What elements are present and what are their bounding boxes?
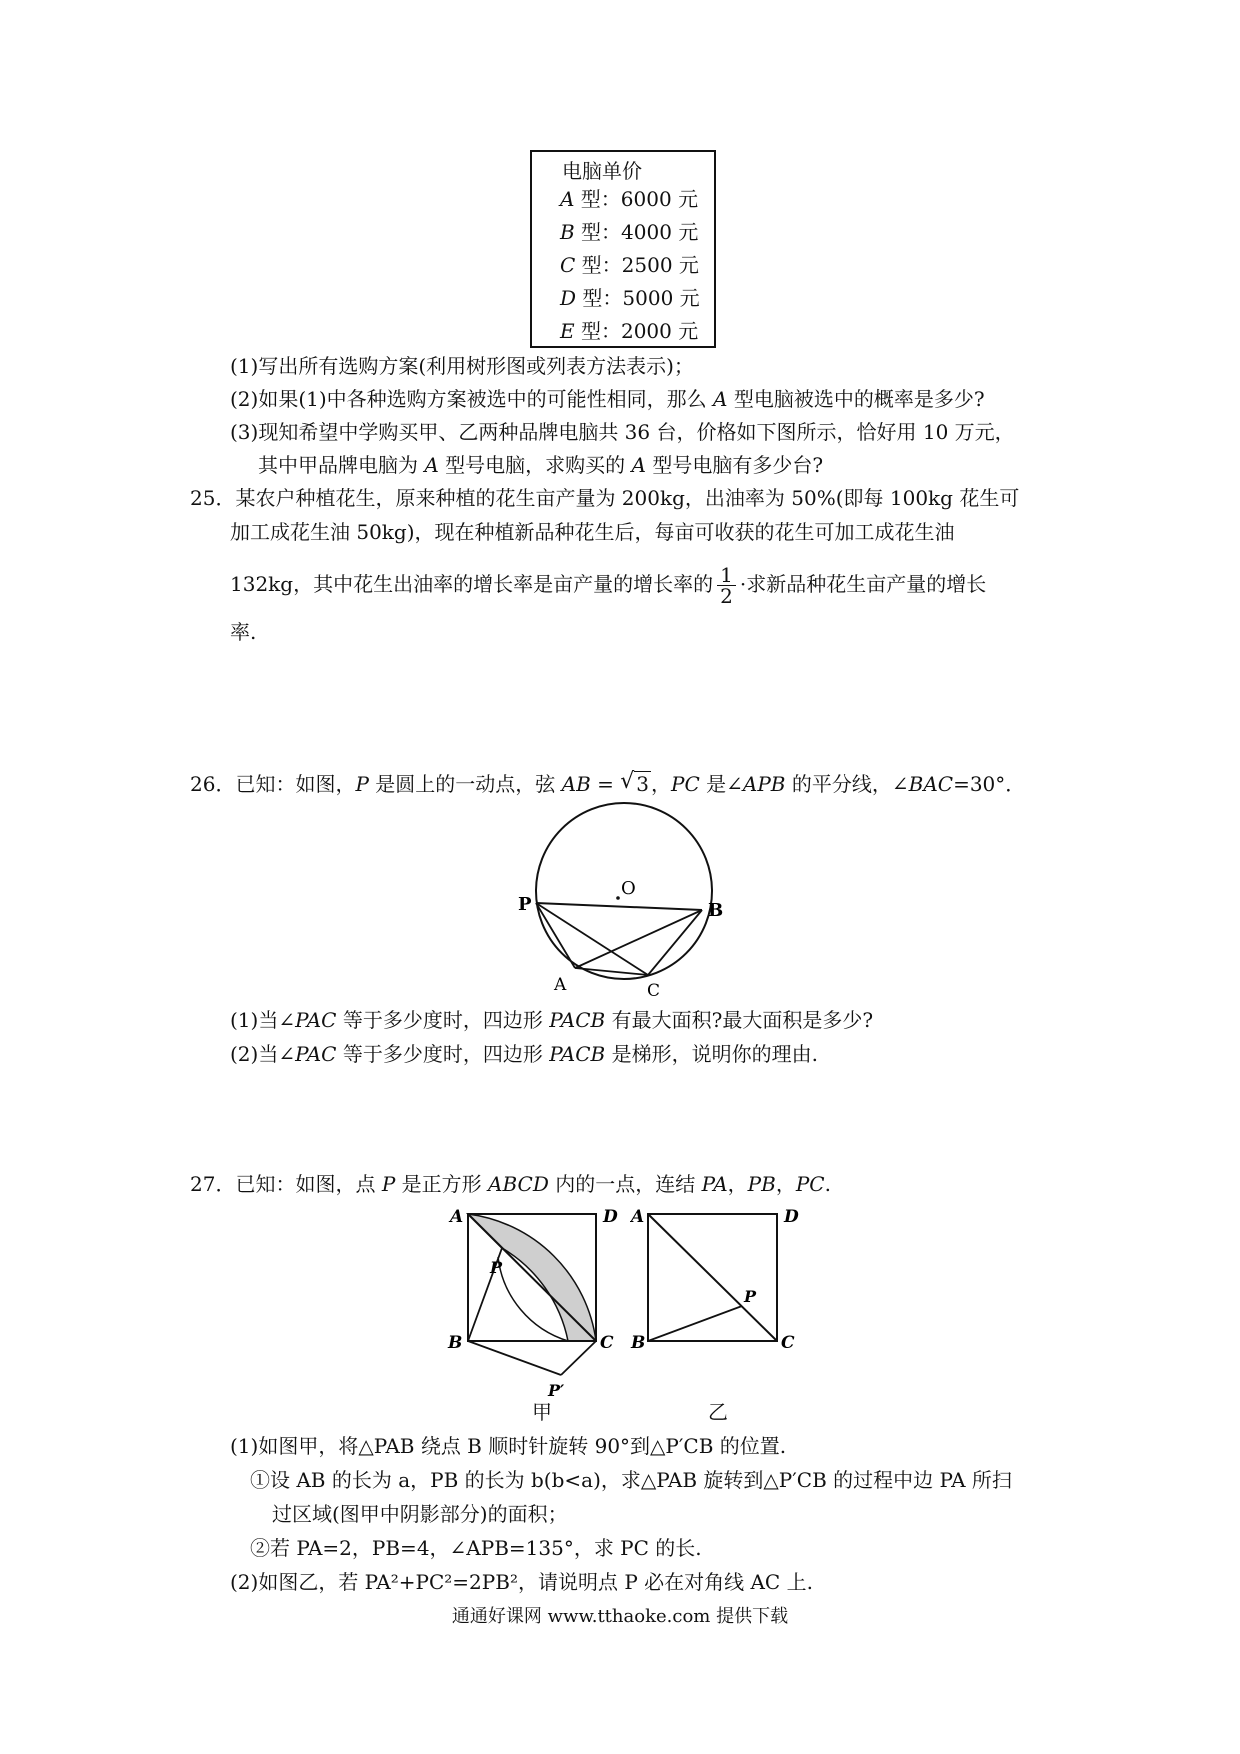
q24-part2: (2)如果(1)中各种选购方案被选中的可能性相同，那么 A 型电脑被选中的概率是多少? bbox=[230, 387, 985, 411]
label-b-left: B bbox=[448, 1333, 463, 1353]
center-dot bbox=[616, 896, 620, 900]
label-c: C bbox=[647, 981, 661, 1000]
label-p-left: P bbox=[490, 1258, 503, 1277]
price-row-e: E 型：2000 元 bbox=[560, 319, 699, 343]
q27-figure-left bbox=[440, 1200, 630, 1410]
label-p: P bbox=[518, 894, 532, 915]
q26-circle-figure bbox=[500, 800, 740, 1000]
label-p-right: P bbox=[744, 1287, 757, 1306]
price-table-title: 电脑单价 bbox=[562, 159, 642, 183]
q27-part1: (1)如图甲，将△PAB 绕点 B 顺时针旋转 90°到△P′CB 的位置. bbox=[230, 1434, 787, 1458]
fraction-one-half: $\frac{1}{2}$ bbox=[717, 565, 736, 606]
segment-bp-prime bbox=[468, 1341, 561, 1375]
q27-part1-ii: ②若 PA=2，PB=4，∠APB=135°，求 PC 的长. bbox=[250, 1536, 702, 1560]
page-footer: 通通好课网 www.tthaoke.com 提供下载 bbox=[451, 1606, 789, 1627]
diagonal-ac-right bbox=[648, 1214, 777, 1341]
label-o: O bbox=[621, 878, 636, 899]
q26-part2: (2)当∠PAC 等于多少度时，四边形 PACB 是梯形，说明你的理由. bbox=[230, 1042, 818, 1066]
label-a-left: A bbox=[450, 1207, 464, 1227]
price-row-b: B 型：4000 元 bbox=[560, 220, 699, 244]
q25-line4: 率. bbox=[230, 620, 257, 644]
label-a-right: A bbox=[631, 1207, 645, 1227]
q27-figure-right bbox=[630, 1200, 810, 1370]
q27-part2: (2)如图乙，若 PA²+PC²=2PB²，请说明点 P 必在对角线 AC 上. bbox=[230, 1570, 813, 1594]
label-c-right: C bbox=[781, 1333, 795, 1353]
segment-pb-right bbox=[648, 1306, 742, 1341]
label-b-right: B bbox=[631, 1333, 646, 1353]
caption-yi: 乙 bbox=[708, 1400, 728, 1424]
q27-stem: 27．已知：如图，点 P 是正方形 ABCD 内的一点，连结 PA，PB，PC. bbox=[190, 1172, 831, 1196]
q24-part3-line2: 其中甲品牌电脑为 A 型号电脑，求购买的 A 型号电脑有多少台? bbox=[258, 453, 824, 477]
q25-line2: 加工成花生油 50kg)，现在种植新品种花生后，每亩可收获的花生可加工成花生油 bbox=[230, 520, 955, 544]
q27-part1-i-line1: ①设 AB 的长为 a，PB 的长为 b(b<a)，求△PAB 旋转到△P′CB 的过程中边 PA 所扫 bbox=[250, 1468, 1012, 1492]
label-c-left: C bbox=[600, 1333, 614, 1353]
q25-line1: 25．某农户种植花生，原来种植的花生亩产量为 200kg，出油率为 50%(即每 100kg 花生可 bbox=[190, 486, 1020, 510]
segment-ac bbox=[575, 968, 648, 975]
label-b: B bbox=[708, 900, 724, 921]
segment-p-prime-c bbox=[561, 1341, 596, 1375]
chord-pb bbox=[536, 903, 702, 910]
price-table bbox=[530, 150, 716, 348]
q25-line3: 132kg，其中花生出油率的增长率是亩产量的增长率的 $\frac{1}{2}$ ·求新品种花生亩产量的增长 bbox=[230, 563, 987, 608]
segment-cb bbox=[648, 910, 702, 975]
q24-part1: (1)写出所有选购方案(利用树形图或列表方法表示)； bbox=[230, 354, 694, 378]
caption-jia: 甲 bbox=[532, 1400, 552, 1424]
price-row-a: A 型：6000 元 bbox=[560, 187, 699, 211]
price-row-d: D 型：5000 元 bbox=[560, 286, 700, 310]
sqrt-three: √ 3 bbox=[620, 770, 651, 798]
q24-part3-line1: (3)现知希望中学购买甲、乙两种品牌电脑共 36 台，价格如下图所示，恰好用 10 万元， bbox=[230, 420, 1015, 444]
q26-stem: 26．已知：如图，P 是圆上的一动点，弦 AB = √ 3 ，PC 是∠APB 的平分线，∠BAC=30°． bbox=[190, 770, 1025, 798]
label-d-right: D bbox=[784, 1207, 799, 1227]
label-p-prime: P′ bbox=[548, 1381, 565, 1400]
label-d-left: D bbox=[603, 1207, 618, 1227]
q26-part1: (1)当∠PAC 等于多少度时，四边形 PACB 有最大面积?最大面积是多少? bbox=[230, 1008, 874, 1032]
segment-pc bbox=[536, 903, 648, 975]
price-row-c: C 型：2500 元 bbox=[560, 253, 699, 277]
segment-pa bbox=[536, 903, 575, 968]
q27-part1-i-line2: 过区域(图甲中阴影部分)的面积； bbox=[272, 1502, 568, 1526]
segment-ab bbox=[575, 910, 702, 968]
label-a: A bbox=[554, 975, 567, 995]
